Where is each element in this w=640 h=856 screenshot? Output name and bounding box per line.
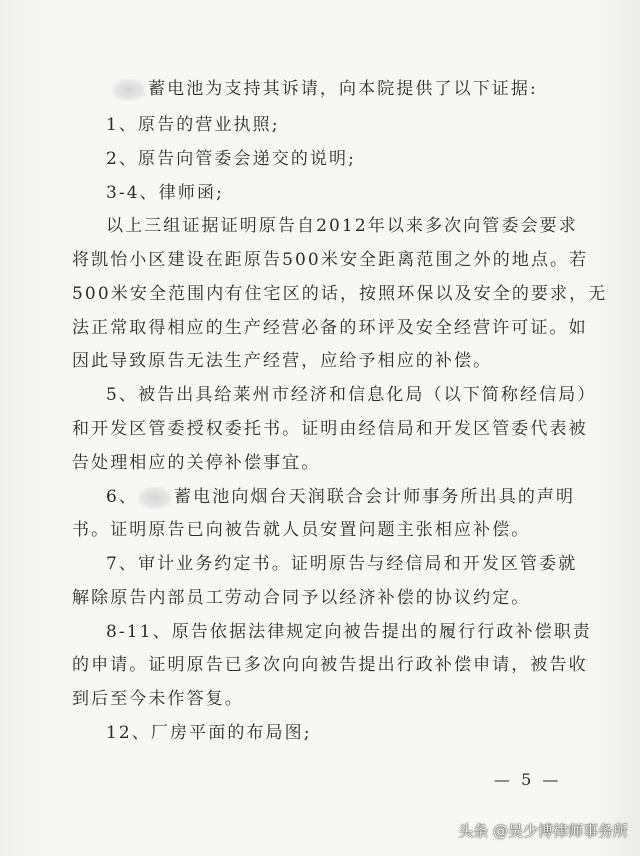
text-line-3 (106, 148, 356, 170)
line-text: 2、原告向管委会递交的说明; (106, 149, 356, 169)
line-text: 法正常取得相应的生产经营必备的环评及安全经营许可证。如 (72, 318, 588, 338)
line-text: 的申请。证明原告已多次向向被告提出行政补偿申请，被告收 (72, 655, 588, 675)
text-line-20 (106, 722, 312, 744)
page-number: — 5 — (494, 770, 562, 789)
text-line-4 (106, 182, 224, 204)
line-prefix: 6、 (106, 487, 139, 507)
line-text: 和开发区管委授权委托书。证明由经信局和开发区管委代表被 (72, 419, 588, 439)
line-text: 7、审计业务约定书。证明原告与经信局和开发区管委就 (106, 554, 578, 574)
text-line-14 (72, 519, 530, 541)
text-line-13 (106, 486, 575, 509)
text-line-1 (112, 78, 538, 101)
line-text: 以上三组证据证明原告自2012年以来多次向管委会要求 (106, 216, 578, 236)
line-text: 5、被告出具给莱州市经济和信息化局（以下简称经信局） (106, 385, 597, 405)
text-line-19 (72, 688, 244, 710)
text-line-16 (72, 587, 530, 609)
text-line-9 (72, 350, 492, 372)
redaction-blur (112, 79, 146, 101)
line-text: 12、厂房平面的布局图; (106, 723, 312, 743)
line-text: 蓄电池向烟台天润联合会计师事务所出具的声明 (174, 487, 576, 507)
line-text: 500米安全范围内有住宅区的话，按照环保以及安全的要求，无 (72, 284, 608, 304)
text-line-12 (72, 452, 320, 474)
line-text: 因此导致原告无法生产经营，应给予相应的补偿。 (72, 351, 493, 371)
text-line-17 (106, 621, 592, 643)
line-text: 蓄电池为支持其诉请，向本院提供了以下证据: (148, 79, 538, 99)
watermark-text: 头条 @吴少博律师事务所 (458, 822, 628, 840)
text-line-6 (72, 249, 588, 271)
line-text: 告处理相应的关停补偿事宜。 (72, 453, 321, 473)
line-text: 将凯怡小区建设在距原告500米安全距离范围之外的地点。若 (72, 250, 589, 270)
text-line-11 (72, 418, 588, 440)
line-text: 到后至今未作答复。 (72, 689, 244, 709)
line-text: 1、原告的营业执照; (106, 115, 280, 135)
text-line-8 (72, 317, 588, 339)
text-line-18 (72, 654, 588, 676)
text-line-5 (106, 215, 578, 237)
line-text: 8-11、原告依据法律规定向被告提出的履行行政补偿职责 (106, 622, 592, 642)
line-text: 书。证明原告已向被告就人员安置问题主张相应补偿。 (72, 520, 531, 540)
text-line-15 (106, 553, 577, 575)
line-text: 3-4、律师函; (106, 183, 224, 203)
text-line-10 (106, 384, 596, 406)
redaction-blur (138, 487, 172, 509)
text-line-2 (106, 114, 280, 136)
line-text: 解除原告内部员工劳动合同予以经济补偿的协议约定。 (72, 588, 531, 608)
text-line-7 (72, 283, 607, 305)
